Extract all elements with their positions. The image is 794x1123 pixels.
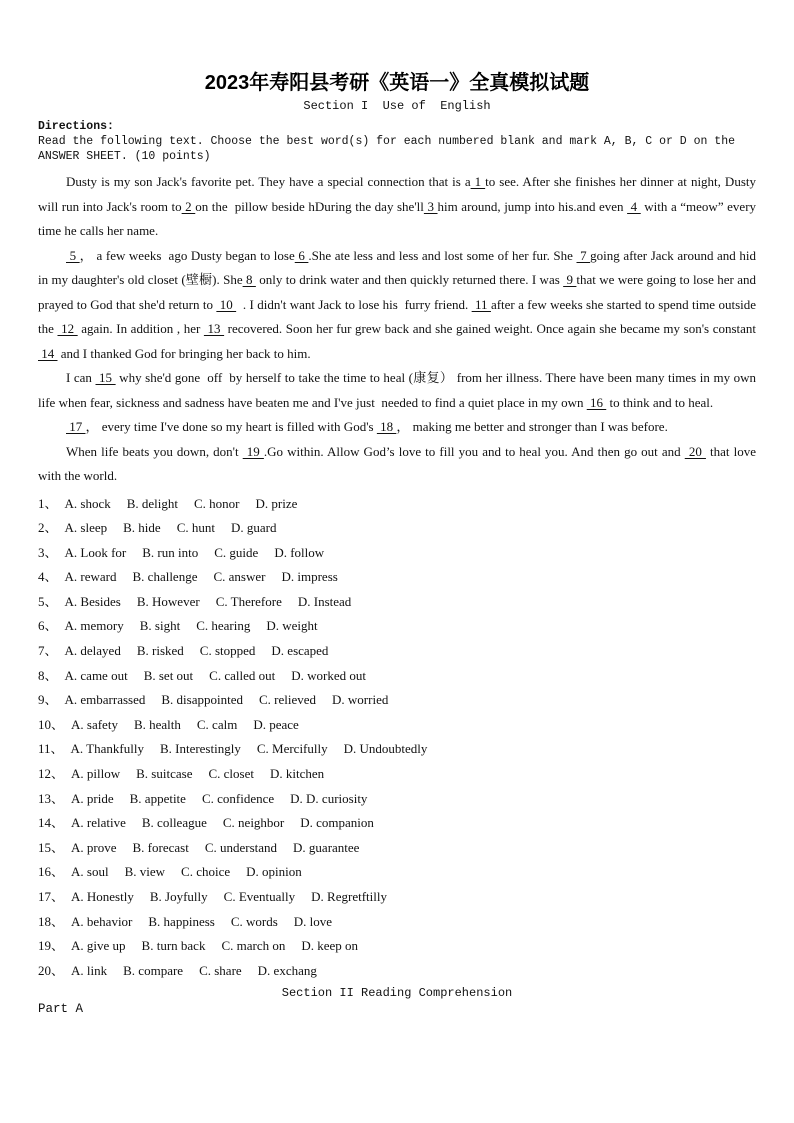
question-option: D. worried (332, 692, 389, 708)
directions-label: Directions: (38, 120, 114, 133)
question-option: D. kitchen (269, 766, 325, 782)
question-list (38, 492, 756, 984)
question-number: 20、 (38, 962, 65, 978)
passage-paragraph: 5 ， a few weeks ago Dusty began to lose 6 .She ate less and less and lost some of her fur. She 7 going after Jack around and hid in my daughter's old closet (壁橱). She 8 only to drink water and then quickly returned there. I was 9 that we were going to lose her and prayed to God that she'd return to 10 . I didn't want Jack to lose his furry friend. 11 after a few weeks she started to spend time outside the 12 again. In addition , her 13 recovered. Soon her fur grew back and she gained weight. Once again she became my son's constant 14 and I thanked God for bringing her back to him. (38, 247, 760, 361)
question-options (71, 791, 367, 806)
question-number: 3、 (38, 544, 58, 560)
cloze-passage (38, 170, 760, 489)
question-option: A. reward (64, 569, 117, 585)
question-options (65, 692, 389, 707)
question-option: B. run into (142, 544, 199, 560)
question-options (71, 741, 428, 756)
question-option: C. neighbor (222, 815, 285, 831)
question-row (38, 762, 756, 787)
question-option: D. escaped (271, 643, 329, 659)
question-number: 1、 (38, 495, 58, 511)
question-option: D. exchang (257, 962, 317, 978)
question-option: A. soul (71, 864, 109, 880)
question-row (38, 787, 756, 812)
question-option: C. understand (204, 839, 278, 855)
question-option: A. pride (71, 790, 114, 806)
directions-text: Read the following text. Choose the best word(s) for each numbered blank and mark A, B, C or D on the ANSWER SHEET. (10 points) (38, 135, 742, 163)
question-options (71, 938, 358, 953)
question-option: B. view (124, 864, 166, 880)
blank-20: 20 (684, 443, 706, 459)
question-option: A. Honestly (71, 889, 134, 904)
blank-13: 13 (203, 321, 225, 336)
question-option: B. compare (123, 962, 184, 978)
question-option: A. Look for (64, 544, 127, 560)
question-row (38, 860, 756, 885)
question-options (65, 520, 277, 535)
blank-2: 2 (181, 198, 196, 214)
question-option: C. honor (194, 495, 240, 511)
question-row (38, 614, 756, 639)
question-option: D. companion (300, 815, 374, 831)
question-option: D. D. curiosity (290, 790, 368, 806)
question-option: B. Interestingly (159, 741, 241, 757)
question-option: B. challenge (132, 569, 198, 585)
question-option: B. appetite (129, 790, 186, 806)
question-row (38, 590, 756, 615)
question-option: B. colleague (141, 815, 207, 831)
question-number: 13、 (38, 790, 65, 806)
blank-18: 18 (376, 419, 397, 434)
question-options (65, 618, 318, 633)
question-option: D. keep on (301, 938, 359, 954)
question-option: A. shock (64, 495, 111, 511)
question-options (71, 864, 302, 879)
question-number: 16、 (38, 864, 65, 880)
question-option: B. health (133, 716, 181, 732)
section1-heading: Section I Use of English (303, 99, 491, 113)
question-option: A. memory (64, 618, 124, 634)
question-row (38, 836, 756, 861)
question-options (71, 889, 387, 904)
question-option: C. closet (208, 766, 254, 782)
question-option: C. guide (214, 544, 259, 560)
question-option: A. delayed (64, 643, 121, 659)
question-options (65, 643, 329, 658)
question-row (38, 737, 756, 762)
question-option: C. words (230, 913, 278, 929)
question-number: 7、 (38, 643, 58, 659)
blank-17: 17 (66, 419, 86, 434)
question-option: C. Mercifully (256, 741, 328, 757)
question-row (38, 516, 756, 541)
blank-15: 15 (95, 370, 116, 385)
question-options (71, 717, 299, 732)
question-option: D. opinion (246, 864, 302, 880)
blank-1: 1 (470, 174, 486, 189)
question-option: B. hide (123, 520, 161, 536)
passage-paragraph: I can 15 why she'd gone off by herself to take the time to heal (康复） from her illness. There have been many times in my own life when fear, sickness and sadness have beaten me and I've just needed to find a quiet place in my own 16 to think and to heal. (38, 370, 760, 410)
question-option: B. sight (139, 618, 181, 634)
question-option: A. behavior (71, 913, 133, 929)
question-number: 18、 (38, 913, 65, 929)
blank-6: 6 (294, 247, 309, 263)
question-option: A. Besides (64, 593, 121, 609)
question-option: D. impress (281, 569, 338, 585)
question-option: A. relative (71, 815, 126, 831)
part-a-label: Part A (38, 1002, 84, 1017)
question-option: C. share (199, 962, 242, 978)
question-option: A. give up (71, 938, 126, 954)
question-number: 19、 (38, 938, 65, 954)
question-options (65, 594, 352, 609)
question-number: 15、 (38, 839, 65, 855)
question-row (38, 664, 756, 689)
question-row (38, 713, 756, 738)
question-option: C. relieved (258, 692, 317, 708)
question-row (38, 910, 756, 935)
question-option: D. follow (274, 544, 325, 560)
question-options (65, 668, 366, 683)
question-option: C. march on (221, 938, 286, 954)
question-option: C. confidence (201, 790, 275, 806)
question-options (71, 766, 324, 781)
question-option: D. guard (230, 520, 277, 536)
question-number: 4、 (38, 569, 58, 585)
question-row (38, 885, 756, 910)
blank-16: 16 (586, 394, 607, 410)
question-option: C. Eventually (223, 889, 296, 904)
question-option: B. Joyfully (149, 889, 208, 904)
question-options (65, 569, 338, 584)
question-option: D. Regretftilly (311, 889, 387, 904)
question-number: 5、 (38, 593, 58, 609)
question-number: 2、 (38, 520, 58, 536)
blank-5: 5 (66, 247, 80, 263)
question-option: C. Therefore (215, 593, 282, 609)
question-row (38, 688, 756, 713)
question-options (71, 840, 359, 855)
blank-12: 12 (57, 321, 78, 336)
question-option: A. link (71, 962, 108, 978)
question-row (38, 541, 756, 566)
blank-10: 10 (216, 296, 237, 312)
question-number: 6、 (38, 618, 58, 634)
question-row (38, 811, 756, 836)
page-title: 2023年寿阳县考研《英语一》全真模拟试题 (204, 72, 590, 94)
question-options (65, 545, 325, 560)
question-option: D. peace (253, 716, 299, 732)
passage-paragraph: When life beats you down, don't 19 .Go within. Allow God’s love to fill you and to heal you. And then go out and 20 that love with the world. (38, 443, 760, 483)
question-option: C. hunt (176, 520, 215, 536)
question-row (38, 639, 756, 664)
question-option: A. sleep (64, 520, 108, 536)
question-row (38, 959, 756, 984)
blank-9: 9 (563, 272, 577, 287)
blank-7: 7 (576, 247, 591, 263)
blank-4: 4 (627, 198, 641, 214)
question-option: D. guarantee (293, 839, 360, 855)
passage-paragraph: Dusty is my son Jack's favorite pet. They have a special connection that is a 1 to see. After she finishes her dinner at night, Dusty will run into Jack's room to 2 on the pillow beside hDuring the day she'll 3 him around, jump into his.and even 4 with a “meow” every time he calls her name. (38, 174, 760, 238)
directions-block (38, 119, 756, 164)
question-number: 14、 (38, 815, 65, 831)
question-option: A. pillow (71, 766, 121, 782)
question-options (71, 815, 374, 830)
question-option: C. called out (209, 667, 276, 683)
question-number: 10、 (38, 716, 65, 732)
question-option: D. Instead (297, 593, 352, 609)
question-option: D. love (293, 913, 333, 929)
blank-3: 3 (423, 198, 438, 214)
question-option: C. stopped (199, 643, 256, 659)
question-row (38, 934, 756, 959)
question-option: D. Undoubtedly (343, 741, 428, 757)
question-number: 9、 (38, 692, 58, 708)
question-option: D. prize (255, 495, 298, 511)
question-row (38, 565, 756, 590)
question-option: B. set out (143, 667, 194, 683)
question-number: 12、 (38, 766, 65, 782)
question-option: C. hearing (196, 618, 251, 634)
question-option: A. prove (71, 839, 117, 855)
blank-19: 19 (242, 443, 264, 459)
blank-14: 14 (38, 345, 58, 361)
question-option: C. answer (213, 569, 266, 585)
question-number: 11、 (38, 741, 64, 757)
question-option: A. Thankfully (70, 741, 144, 757)
passage-paragraph: 17 ， every time I've done so my heart is filled with God's 18 ， making me better and stronger than I was before. (66, 419, 668, 434)
question-option: C. calm (196, 716, 238, 732)
question-number: 17、 (38, 889, 65, 904)
blank-11: 11 (471, 296, 491, 312)
question-option: B. happiness (148, 913, 215, 929)
question-option: A. embarrassed (64, 692, 146, 708)
question-number: 8、 (38, 667, 58, 683)
question-options (71, 914, 332, 929)
question-option: B. turn back (141, 938, 206, 954)
question-option: B. However (136, 593, 200, 609)
question-row (38, 492, 756, 517)
question-option: B. forecast (132, 839, 189, 855)
question-option: B. risked (136, 643, 184, 659)
question-option: B. delight (126, 495, 179, 511)
question-option: D. weight (266, 618, 318, 634)
question-option: B. disappointed (161, 692, 243, 708)
question-option: D. worked out (291, 667, 366, 683)
blank-8: 8 (242, 272, 256, 287)
question-options (71, 963, 317, 978)
question-option: B. suitcase (136, 766, 193, 782)
question-options (65, 496, 298, 511)
section2-heading: Section II Reading Comprehension (281, 986, 513, 1001)
question-option: A. safety (71, 716, 118, 732)
question-option: C. choice (181, 864, 231, 880)
question-option: A. came out (64, 667, 128, 683)
